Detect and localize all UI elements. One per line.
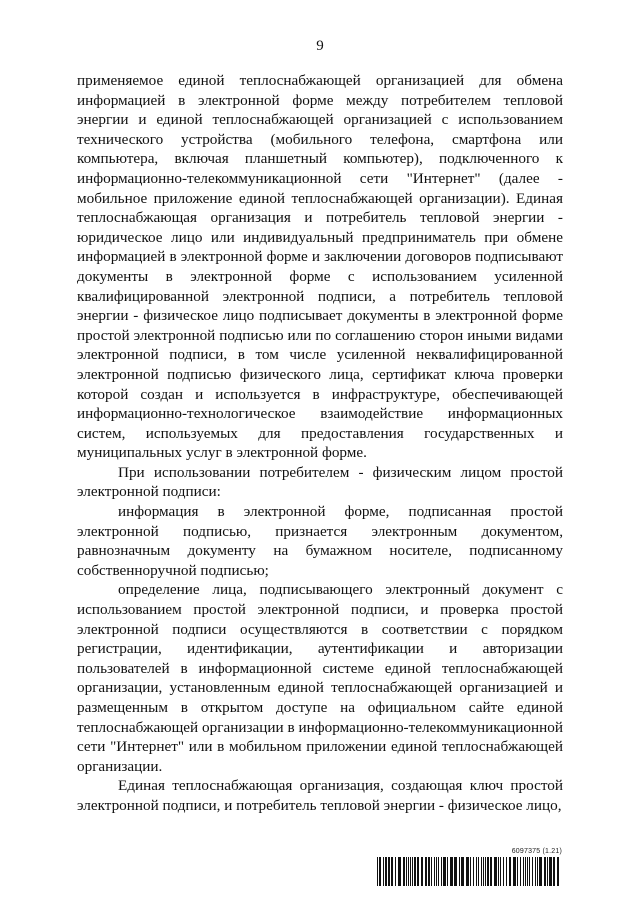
barcode-bars	[377, 857, 562, 886]
barcode-caption: 6097375 (1.21)	[511, 848, 562, 855]
barcode	[377, 848, 562, 888]
paragraph: При использовании потребителем - физическим лицом простой электронной подписи:	[77, 463, 563, 501]
paragraph: определение лица, подписывающего электронный документ с использованием простой электронной подписи, и проверка простой электронной подписи осуществляются в соответствии с порядком регистрации, идентификации, аутентификации и авторизации пользователей в информационной системе единой теплоснабжающей организации, установленным единой теплоснабжающей организацией и размещенным в открытом доступе на официальном сайте единой теплоснабжающей организации в информационно-телекоммуникационной сети "Интернет" или в мобильном приложении единой теплоснабжающей организации.	[77, 581, 563, 775]
paragraph: информация в электронной форме, подписанная простой электронной подписью, признается электронным документом, равнозначным документу на бумажном носителе, подписанному собственноручной подписью;	[77, 503, 563, 579]
paragraph: применяемое единой теплоснабжающей организацией для обмена информацией в электронной форме между потребителем тепловой энергии и единой теплоснабжающей организацией с использованием технического устройства (мобильного телефона, смартфона или компьютера, включая планшетный компьютер), подключенного к информационно-телекоммуникационной сети "Интернет" (далее - мобильное приложение единой теплоснабжающей организации). Единая теплоснабжающая организация и потребитель тепловой энергии - юридическое лицо или индивидуальный предприниматель при обмене информацией в электронной форме и заключении договоров подписывают документы в электронной форме с использованием усиленной квалифицированной электронной подписи, а потребитель тепловой энергии - физическое лицо подписывает документы в электронной форме простой электронной подписью или по соглашению сторон иными видами электронной подписи, в том числе усиленной неквалифицированной электронной подписью физического лица, сертификат ключа проверки которой создан и используется в инфраструктуре, обеспечивающей информационно-технологическое взаимодействие информационных систем, используемых для предоставления государственных и муниципальных услуг в электронной форме.	[77, 72, 563, 462]
document-body	[77, 71, 563, 816]
page-number: 9	[316, 38, 324, 54]
paragraph: Единая теплоснабжающая организация, создающая ключ простой электронной подписи, и потребитель тепловой энергии - физическое лицо,	[77, 777, 563, 814]
